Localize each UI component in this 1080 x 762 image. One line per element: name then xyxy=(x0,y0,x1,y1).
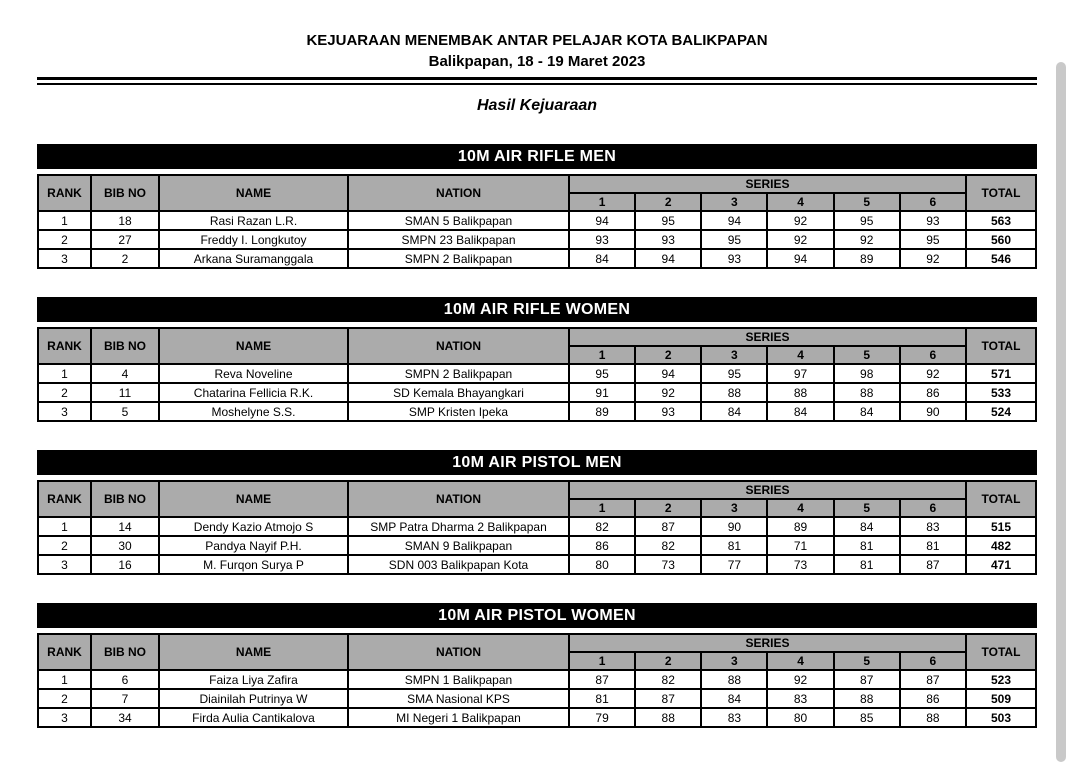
series-col-4: 4 xyxy=(767,499,833,517)
bib-cell: 18 xyxy=(91,211,159,230)
col-header-total: TOTAL xyxy=(966,328,1036,364)
series-cell: 95 xyxy=(834,211,900,230)
series-col-5: 5 xyxy=(834,193,900,211)
rank-cell: 1 xyxy=(38,211,91,230)
series-cell: 94 xyxy=(635,364,701,383)
nation-cell: SD Kemala Bhayangkari xyxy=(348,383,569,402)
col-header-total: TOTAL xyxy=(966,175,1036,211)
series-cell: 90 xyxy=(701,517,767,536)
col-header-series: SERIES xyxy=(569,175,966,193)
series-cell: 84 xyxy=(569,249,635,268)
nation-cell: SMPN 1 Balikpapan xyxy=(348,670,569,689)
rank-cell: 1 xyxy=(38,670,91,689)
series-col-2: 2 xyxy=(635,499,701,517)
series-cell: 95 xyxy=(900,230,966,249)
result-section-air-rifle-men xyxy=(37,144,1037,269)
total-cell: 523 xyxy=(966,670,1036,689)
col-header-nation: NATION xyxy=(348,481,569,517)
series-cell: 73 xyxy=(767,555,833,574)
rank-cell: 3 xyxy=(38,402,91,421)
name-cell: Pandya Nayif P.H. xyxy=(159,536,348,555)
series-cell: 73 xyxy=(635,555,701,574)
col-header-rank: RANK xyxy=(38,328,91,364)
col-header-total: TOTAL xyxy=(966,634,1036,670)
series-cell: 86 xyxy=(569,536,635,555)
series-cell: 88 xyxy=(834,383,900,402)
series-cell: 88 xyxy=(701,670,767,689)
series-cell: 82 xyxy=(635,536,701,555)
series-col-1: 1 xyxy=(569,193,635,211)
vertical-scrollbar-thumb[interactable] xyxy=(1056,62,1066,762)
series-col-4: 4 xyxy=(767,193,833,211)
rank-cell: 2 xyxy=(38,536,91,555)
series-cell: 84 xyxy=(701,402,767,421)
name-cell: Arkana Suramanggala xyxy=(159,249,348,268)
series-col-6: 6 xyxy=(900,346,966,364)
col-header-bib: BIB NO xyxy=(91,481,159,517)
nation-cell: SDN 003 Balikpapan Kota xyxy=(348,555,569,574)
rank-cell: 2 xyxy=(38,689,91,708)
series-cell: 87 xyxy=(569,670,635,689)
header-row xyxy=(38,634,1036,652)
total-cell: 524 xyxy=(966,402,1036,421)
bib-cell: 34 xyxy=(91,708,159,727)
series-col-3: 3 xyxy=(701,193,767,211)
results-table xyxy=(37,174,1037,269)
series-cell: 94 xyxy=(635,249,701,268)
series-cell: 82 xyxy=(569,517,635,536)
results-table xyxy=(37,327,1037,422)
series-cell: 92 xyxy=(767,211,833,230)
bib-cell: 4 xyxy=(91,364,159,383)
col-header-nation: NATION xyxy=(348,175,569,211)
table-title-banner: 10M AIR RIFLE MEN xyxy=(37,144,1037,169)
series-cell: 83 xyxy=(900,517,966,536)
series-cell: 92 xyxy=(767,670,833,689)
table-row xyxy=(38,402,1036,421)
nation-cell: MI Negeri 1 Balikpapan xyxy=(348,708,569,727)
series-cell: 86 xyxy=(900,383,966,402)
name-cell: M. Furqon Surya P xyxy=(159,555,348,574)
col-header-name: NAME xyxy=(159,634,348,670)
series-col-3: 3 xyxy=(701,652,767,670)
series-cell: 81 xyxy=(834,536,900,555)
result-section-air-pistol-men xyxy=(37,450,1037,575)
series-cell: 87 xyxy=(635,689,701,708)
table-row xyxy=(38,670,1036,689)
series-col-1: 1 xyxy=(569,652,635,670)
document-title: KEJUARAAN MENEMBAK ANTAR PELAJAR KOTA BALIKPAPAN xyxy=(306,32,768,49)
series-cell: 94 xyxy=(701,211,767,230)
col-header-bib: BIB NO xyxy=(91,328,159,364)
series-cell: 81 xyxy=(900,536,966,555)
total-cell: 509 xyxy=(966,689,1036,708)
table-row xyxy=(38,364,1036,383)
nation-cell: SMPN 2 Balikpapan xyxy=(348,364,569,383)
series-cell: 83 xyxy=(767,689,833,708)
total-cell: 471 xyxy=(966,555,1036,574)
bib-cell: 5 xyxy=(91,402,159,421)
series-col-2: 2 xyxy=(635,652,701,670)
series-col-2: 2 xyxy=(635,346,701,364)
nation-cell: SMPN 23 Balikpapan xyxy=(348,230,569,249)
series-cell: 87 xyxy=(635,517,701,536)
series-col-4: 4 xyxy=(767,346,833,364)
table-title-banner: 10M AIR PISTOL MEN xyxy=(37,450,1037,475)
table-row xyxy=(38,383,1036,402)
document-subtitle: Balikpapan, 18 - 19 Maret 2023 xyxy=(428,53,646,70)
series-col-2: 2 xyxy=(635,193,701,211)
results-table xyxy=(37,480,1037,575)
table-row xyxy=(38,211,1036,230)
series-cell: 93 xyxy=(569,230,635,249)
col-header-total: TOTAL xyxy=(966,481,1036,517)
series-col-4: 4 xyxy=(767,652,833,670)
series-cell: 88 xyxy=(900,708,966,727)
series-cell: 80 xyxy=(767,708,833,727)
series-cell: 93 xyxy=(701,249,767,268)
header-divider xyxy=(37,77,1037,85)
col-header-name: NAME xyxy=(159,175,348,211)
series-cell: 88 xyxy=(767,383,833,402)
series-cell: 86 xyxy=(900,689,966,708)
series-cell: 71 xyxy=(767,536,833,555)
rank-cell: 2 xyxy=(38,383,91,402)
col-header-nation: NATION xyxy=(348,634,569,670)
total-cell: 571 xyxy=(966,364,1036,383)
header-row xyxy=(38,481,1036,499)
bib-cell: 7 xyxy=(91,689,159,708)
series-col-5: 5 xyxy=(834,346,900,364)
bib-cell: 16 xyxy=(91,555,159,574)
table-row xyxy=(38,689,1036,708)
section-heading: Hasil Kejuaraan xyxy=(476,97,598,114)
name-cell: Moshelyne S.S. xyxy=(159,402,348,421)
name-cell: Firda Aulia Cantikalova xyxy=(159,708,348,727)
series-col-5: 5 xyxy=(834,499,900,517)
nation-cell: SMAN 5 Balikpapan xyxy=(348,211,569,230)
table-row xyxy=(38,536,1036,555)
series-cell: 87 xyxy=(834,670,900,689)
series-cell: 95 xyxy=(701,364,767,383)
series-cell: 88 xyxy=(834,689,900,708)
table-title-banner: 10M AIR RIFLE WOMEN xyxy=(37,297,1037,322)
series-cell: 93 xyxy=(635,230,701,249)
table-row xyxy=(38,708,1036,727)
bib-cell: 27 xyxy=(91,230,159,249)
total-cell: 515 xyxy=(966,517,1036,536)
table-row xyxy=(38,517,1036,536)
table-row xyxy=(38,230,1036,249)
series-cell: 85 xyxy=(834,708,900,727)
rank-cell: 3 xyxy=(38,249,91,268)
series-cell: 81 xyxy=(834,555,900,574)
series-cell: 87 xyxy=(900,555,966,574)
col-header-bib: BIB NO xyxy=(91,175,159,211)
col-header-rank: RANK xyxy=(38,481,91,517)
series-cell: 93 xyxy=(900,211,966,230)
bib-cell: 11 xyxy=(91,383,159,402)
total-cell: 482 xyxy=(966,536,1036,555)
series-cell: 91 xyxy=(569,383,635,402)
series-cell: 95 xyxy=(701,230,767,249)
name-cell: Chatarina Fellicia R.K. xyxy=(159,383,348,402)
series-cell: 95 xyxy=(569,364,635,383)
col-header-name: NAME xyxy=(159,328,348,364)
series-cell: 84 xyxy=(701,689,767,708)
series-col-5: 5 xyxy=(834,652,900,670)
nation-cell: SMP Kristen Ipeka xyxy=(348,402,569,421)
series-cell: 95 xyxy=(635,211,701,230)
col-header-name: NAME xyxy=(159,481,348,517)
series-cell: 79 xyxy=(569,708,635,727)
series-cell: 81 xyxy=(569,689,635,708)
nation-cell: SMP Patra Dharma 2 Balikpapan xyxy=(348,517,569,536)
series-cell: 88 xyxy=(701,383,767,402)
series-cell: 92 xyxy=(834,230,900,249)
table-title-banner: 10M AIR PISTOL WOMEN xyxy=(37,603,1037,628)
series-cell: 97 xyxy=(767,364,833,383)
series-cell: 98 xyxy=(834,364,900,383)
col-header-series: SERIES xyxy=(569,634,966,652)
bib-cell: 14 xyxy=(91,517,159,536)
series-col-1: 1 xyxy=(569,499,635,517)
col-header-series: SERIES xyxy=(569,481,966,499)
series-cell: 94 xyxy=(767,249,833,268)
series-cell: 92 xyxy=(900,364,966,383)
series-cell: 89 xyxy=(767,517,833,536)
series-cell: 84 xyxy=(834,517,900,536)
name-cell: Freddy I. Longkutoy xyxy=(159,230,348,249)
series-cell: 93 xyxy=(635,402,701,421)
nation-cell: SMPN 2 Balikpapan xyxy=(348,249,569,268)
series-cell: 92 xyxy=(767,230,833,249)
bib-cell: 6 xyxy=(91,670,159,689)
series-cell: 81 xyxy=(701,536,767,555)
total-cell: 546 xyxy=(966,249,1036,268)
series-col-1: 1 xyxy=(569,346,635,364)
result-section-air-pistol-women xyxy=(37,603,1037,728)
series-cell: 87 xyxy=(900,670,966,689)
total-cell: 503 xyxy=(966,708,1036,727)
results-table xyxy=(37,633,1037,728)
series-cell: 80 xyxy=(569,555,635,574)
result-section-air-rifle-women xyxy=(37,297,1037,422)
rank-cell: 3 xyxy=(38,708,91,727)
series-cell: 92 xyxy=(900,249,966,268)
name-cell: Reva Noveline xyxy=(159,364,348,383)
series-col-6: 6 xyxy=(900,499,966,517)
series-cell: 82 xyxy=(635,670,701,689)
series-cell: 84 xyxy=(834,402,900,421)
col-header-nation: NATION xyxy=(348,328,569,364)
col-header-rank: RANK xyxy=(38,175,91,211)
series-cell: 89 xyxy=(569,402,635,421)
nation-cell: SMAN 9 Balikpapan xyxy=(348,536,569,555)
bib-cell: 30 xyxy=(91,536,159,555)
rank-cell: 1 xyxy=(38,364,91,383)
series-col-6: 6 xyxy=(900,193,966,211)
series-cell: 83 xyxy=(701,708,767,727)
total-cell: 533 xyxy=(966,383,1036,402)
rank-cell: 2 xyxy=(38,230,91,249)
col-header-rank: RANK xyxy=(38,634,91,670)
nation-cell: SMA Nasional KPS xyxy=(348,689,569,708)
header-row xyxy=(38,175,1036,193)
table-row xyxy=(38,249,1036,268)
total-cell: 563 xyxy=(966,211,1036,230)
col-header-bib: BIB NO xyxy=(91,634,159,670)
col-header-series: SERIES xyxy=(569,328,966,346)
series-cell: 88 xyxy=(635,708,701,727)
document-page xyxy=(37,0,1037,728)
table-row xyxy=(38,555,1036,574)
series-col-6: 6 xyxy=(900,652,966,670)
series-cell: 89 xyxy=(834,249,900,268)
series-cell: 84 xyxy=(767,402,833,421)
header-row xyxy=(38,328,1036,346)
series-cell: 77 xyxy=(701,555,767,574)
rank-cell: 1 xyxy=(38,517,91,536)
name-cell: Dendy Kazio Atmojo S xyxy=(159,517,348,536)
series-cell: 94 xyxy=(569,211,635,230)
rank-cell: 3 xyxy=(38,555,91,574)
series-col-3: 3 xyxy=(701,346,767,364)
name-cell: Rasi Razan L.R. xyxy=(159,211,348,230)
series-col-3: 3 xyxy=(701,499,767,517)
name-cell: Diainilah Putrinya W xyxy=(159,689,348,708)
series-cell: 92 xyxy=(635,383,701,402)
series-cell: 90 xyxy=(900,402,966,421)
bib-cell: 2 xyxy=(91,249,159,268)
total-cell: 560 xyxy=(966,230,1036,249)
name-cell: Faiza Liya Zafira xyxy=(159,670,348,689)
